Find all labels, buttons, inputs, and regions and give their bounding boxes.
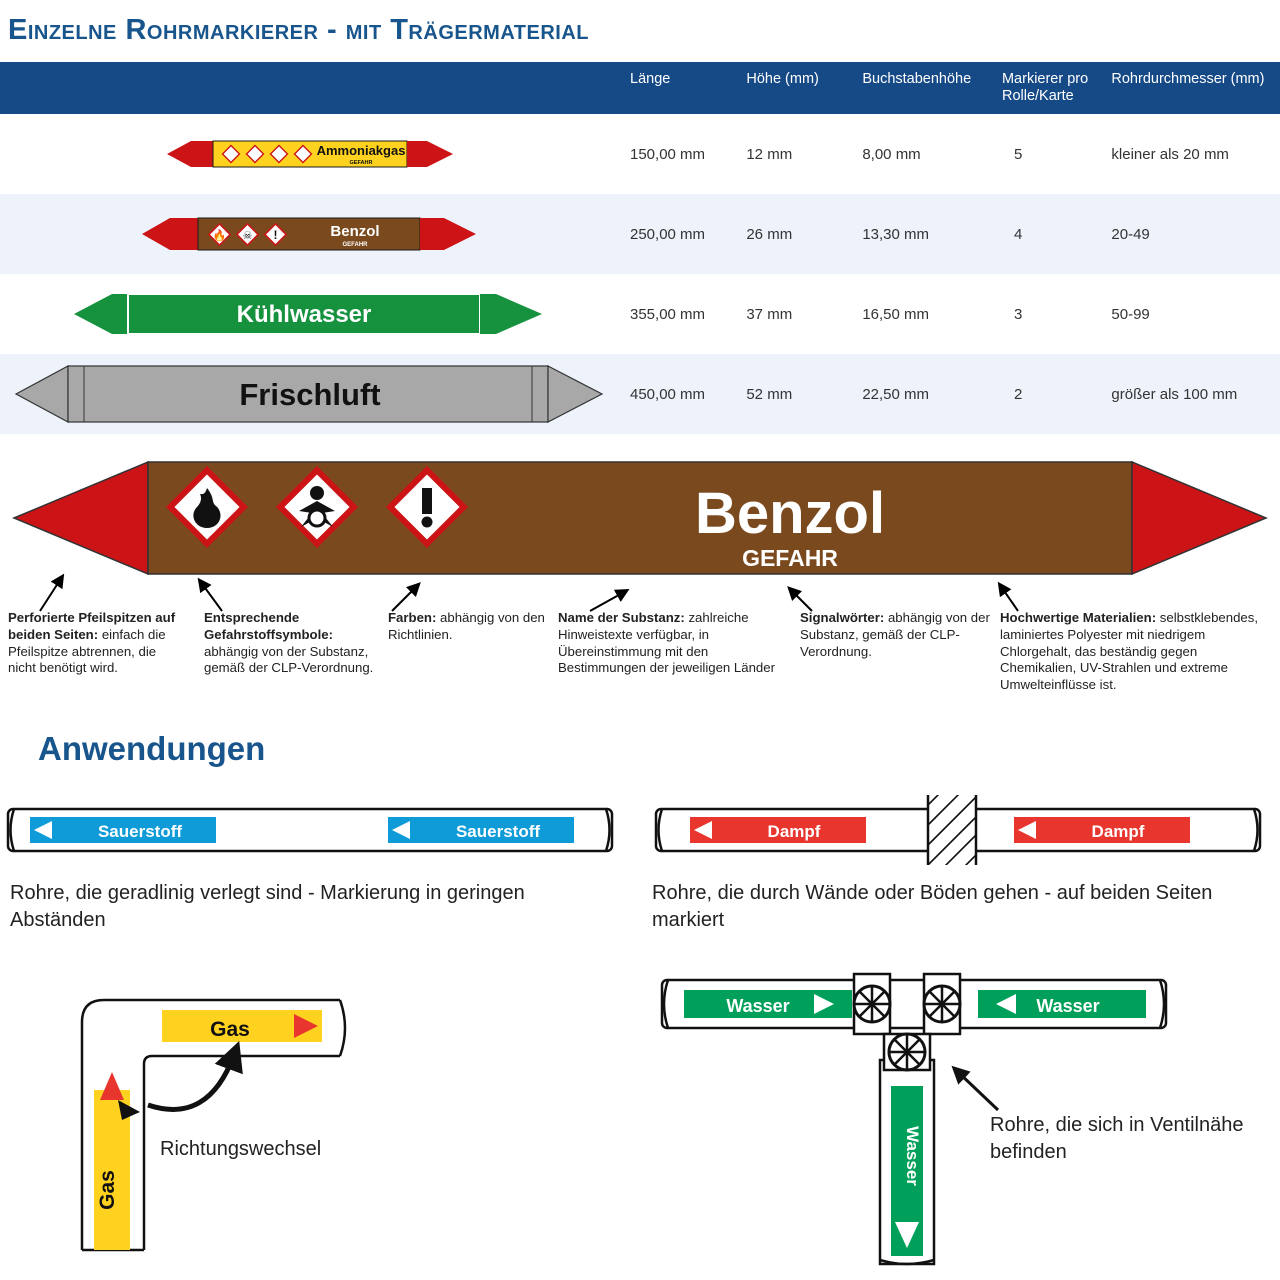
caption-wall-pipe: Rohre, die durch Wände oder Böden gehen - auf beiden Seiten markiert bbox=[652, 882, 1213, 931]
spec-table bbox=[0, 62, 1280, 434]
valve-wheel-icon bbox=[854, 986, 890, 1022]
cell-laenge: 150,00 mm bbox=[630, 145, 706, 163]
callout-title: Perforierte Pfeilspitzen auf beiden Seiten: bbox=[8, 610, 176, 642]
callout-text: selbstklebendes, laminiertes Polyester mit niedrigem Chlorgehalt, das beständig gegen Chemikalien, UV-Strahlen und extreme Umwelteinflüsse ist. bbox=[1000, 610, 1259, 693]
callout-text: einfach die Pfeilspitze abtrennen, die nicht benötigt wird. bbox=[8, 626, 166, 676]
column-header-sample bbox=[0, 62, 620, 114]
marker-label: Gas bbox=[96, 1170, 119, 1210]
cell-hoehe: 52 mm bbox=[746, 385, 793, 403]
table-header-row bbox=[0, 62, 1280, 114]
application-straight-pipe bbox=[0, 795, 640, 865]
table-row bbox=[0, 114, 1280, 194]
cell-buchstabenhoehe: 8,00 mm bbox=[862, 145, 921, 163]
callout-materialien bbox=[1000, 610, 1276, 694]
cell-markierer: 4 bbox=[1013, 225, 1023, 243]
pipe-marker-ammoniakgas bbox=[165, 137, 455, 171]
callout-farben bbox=[388, 610, 548, 644]
marker-signal-word: GEFAHR bbox=[349, 160, 373, 167]
callout-title: Signalwörter: bbox=[800, 610, 885, 625]
cell-hoehe: 26 mm bbox=[746, 225, 793, 243]
banner-signal-word: GEFAHR bbox=[742, 545, 838, 571]
cell-markierer: 5 bbox=[1013, 145, 1023, 163]
svg-text:🔥: 🔥 bbox=[212, 230, 227, 243]
spec-table-body bbox=[0, 114, 1280, 434]
application-wall-pipe bbox=[648, 795, 1280, 865]
callout-text: abhängig von der Substanz, gemäß der CLP-Verordnung. bbox=[204, 643, 374, 676]
cell-hoehe: 37 mm bbox=[746, 305, 793, 323]
cell-laenge: 250,00 mm bbox=[630, 225, 706, 243]
pipe-marker-kuehlwasser bbox=[70, 288, 550, 340]
marker-signal-word: GEFAHR bbox=[342, 242, 368, 249]
cell-markierer: 3 bbox=[1013, 305, 1023, 323]
column-header-buchstabenhoehe: Buchstabenhöhe bbox=[852, 62, 992, 114]
valve-wheel-icon bbox=[889, 1034, 925, 1070]
sample-cell-benzol bbox=[0, 194, 620, 274]
svg-text:☠: ☠ bbox=[242, 230, 253, 243]
table-row bbox=[0, 354, 1280, 434]
marker-label: Ammoniakgas bbox=[316, 143, 406, 159]
table-row bbox=[0, 194, 1280, 274]
table-row bbox=[0, 274, 1280, 354]
wall-hatch-icon bbox=[928, 795, 976, 865]
svg-text:!: ! bbox=[273, 228, 278, 243]
cell-buchstabenhoehe: 13,30 mm bbox=[862, 225, 930, 243]
sample-cell-frischluft bbox=[0, 354, 620, 434]
applications-heading: Anwendungen bbox=[38, 730, 266, 767]
callout-title: Hochwertige Materialien: bbox=[1000, 610, 1157, 625]
cell-durchmesser: größer als 100 mm bbox=[1111, 385, 1238, 403]
spec-table-head bbox=[0, 62, 1280, 114]
callout-text: zahlreiche Hinweistexte verfügbar, in Übereinstimmung mit den Bestimmungen der jeweiligen Länder bbox=[558, 610, 775, 676]
column-header-laenge: Länge bbox=[620, 62, 736, 114]
cell-hoehe: 12 mm bbox=[746, 145, 793, 163]
sample-cell-kuehlwasser bbox=[0, 274, 620, 354]
callout-pfeilspitzen bbox=[8, 610, 186, 677]
column-header-hoehe: Höhe (mm) bbox=[736, 62, 852, 114]
caption-direction-change: Richtungswechsel bbox=[160, 1138, 322, 1160]
marker-label: Kühlwasser bbox=[236, 301, 372, 329]
marker-label: Wasser bbox=[726, 996, 790, 1016]
caption-straight-pipe: Rohre, die geradlinig verlegt sind - Markierung in geringen Abständen bbox=[10, 882, 525, 931]
marker-label: Benzol bbox=[330, 223, 380, 241]
cell-buchstabenhoehe: 22,50 mm bbox=[862, 385, 930, 403]
pipe-marker-benzol bbox=[140, 212, 480, 256]
marker-label: Sauerstoff bbox=[97, 822, 183, 841]
callout-text: abhängig von der Substanz, gemäß der CLP-Verordnung. bbox=[800, 610, 990, 659]
callout-title: Entsprechende Gefahrstoffsymbole: bbox=[204, 610, 333, 642]
page-title: Einzelne Rohrmarkierer - mit Trägermaterial bbox=[8, 14, 589, 46]
cell-laenge: 450,00 mm bbox=[630, 385, 706, 403]
callout-list bbox=[0, 605, 1280, 725]
callout-title: Name der Substanz: bbox=[558, 610, 685, 625]
marker-label: Wasser bbox=[1036, 996, 1100, 1016]
marker-label: Dampf bbox=[767, 822, 821, 841]
marker-label: Dampf bbox=[1091, 822, 1145, 841]
valve-wheel-icon bbox=[924, 986, 960, 1022]
column-header-markierer: Markierer pro Rolle/Karte bbox=[992, 62, 1101, 114]
callout-title: Farben: bbox=[388, 610, 437, 625]
cell-markierer: 2 bbox=[1013, 385, 1023, 403]
marker-label: Sauerstoff bbox=[455, 822, 541, 841]
cell-durchmesser: 50-99 bbox=[1111, 305, 1150, 323]
column-header-rohrdurchmesser: Rohrdurchmesser (mm) bbox=[1101, 62, 1280, 114]
marker-label: Gas bbox=[210, 1018, 250, 1041]
callout-text: abhängig von den Richtlinien. bbox=[388, 610, 545, 642]
cell-durchmesser: kleiner als 20 mm bbox=[1111, 145, 1229, 163]
cell-laenge: 355,00 mm bbox=[630, 305, 706, 323]
callout-gefahrstoffsymbole bbox=[204, 610, 374, 677]
application-direction-change bbox=[40, 960, 440, 1260]
caption-valve-pipe: Rohre, die sich in Ventilnähe befinden bbox=[990, 1114, 1244, 1163]
cell-buchstabenhoehe: 16,50 mm bbox=[862, 305, 930, 323]
callout-name-der-substanz bbox=[558, 610, 786, 677]
spec-table-wrapper bbox=[0, 62, 1280, 434]
marker-label: Wasser bbox=[903, 1126, 922, 1186]
banner-label: Benzol bbox=[694, 481, 886, 546]
callout-signalwoerter bbox=[800, 610, 990, 660]
marker-label: Frischluft bbox=[239, 377, 381, 413]
sample-cell-ammoniakgas bbox=[0, 114, 620, 194]
pipe-marker-frischluft bbox=[10, 361, 610, 427]
cell-durchmesser: 20-49 bbox=[1111, 225, 1150, 243]
